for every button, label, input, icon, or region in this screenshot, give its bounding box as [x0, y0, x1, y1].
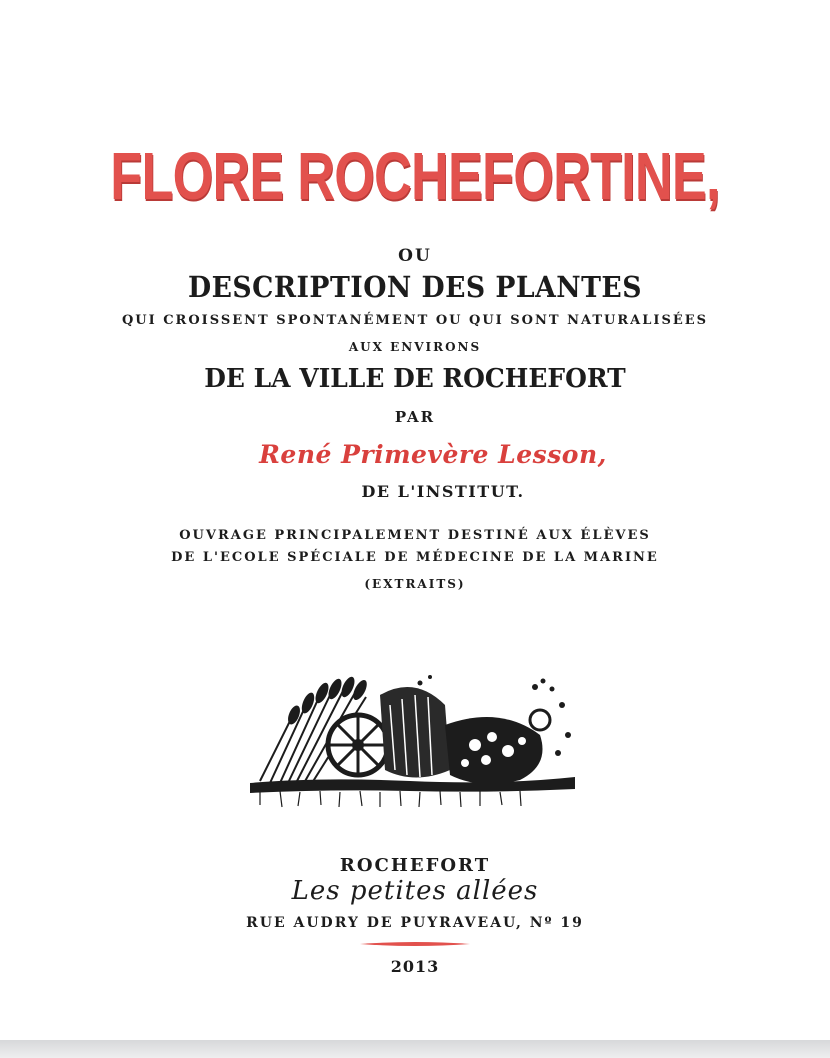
agricultural-vignette-icon: [240, 665, 585, 815]
title-conjunction: OU: [398, 246, 432, 266]
subtitle-line-2: QUI CROISSENT SPONTANÉMENT OU QUI SONT NATURALISÉES: [121, 313, 709, 328]
book-title: FLORE ROCHEFORTINE,: [110, 139, 720, 214]
ornamental-rule: [360, 940, 470, 948]
purpose-line-1: OUVRAGE PRINCIPALEMENT DESTINÉ AUX ÉLÈVES: [179, 528, 651, 543]
imprint-city: ROCHEFORT: [339, 855, 491, 876]
subtitle-line-3: AUX ENVIRONS: [348, 340, 482, 354]
purpose-line-2: DE L'ECOLE SPÉCIALE DE MÉDECINE DE LA MARINE: [171, 550, 659, 565]
page-edge-shadow: [0, 1040, 830, 1058]
imprint-address: RUE AUDRY DE PUYRAVEAU, Nº 19: [246, 915, 584, 931]
by-label: PAR: [394, 408, 436, 426]
edition-note: (EXTRAITS): [364, 577, 466, 591]
subtitle: DESCRIPTION DES PLANTES: [188, 270, 642, 304]
subtitle-line-4: DE LA VILLE DE ROCHEFORT: [204, 364, 626, 394]
author-title: DE L'INSTITUT.: [361, 482, 525, 501]
imprint-publisher: Les petites allées: [291, 876, 539, 906]
imprint-year: 2013: [390, 957, 440, 976]
author-name: René Primevère Lesson,: [259, 440, 607, 469]
